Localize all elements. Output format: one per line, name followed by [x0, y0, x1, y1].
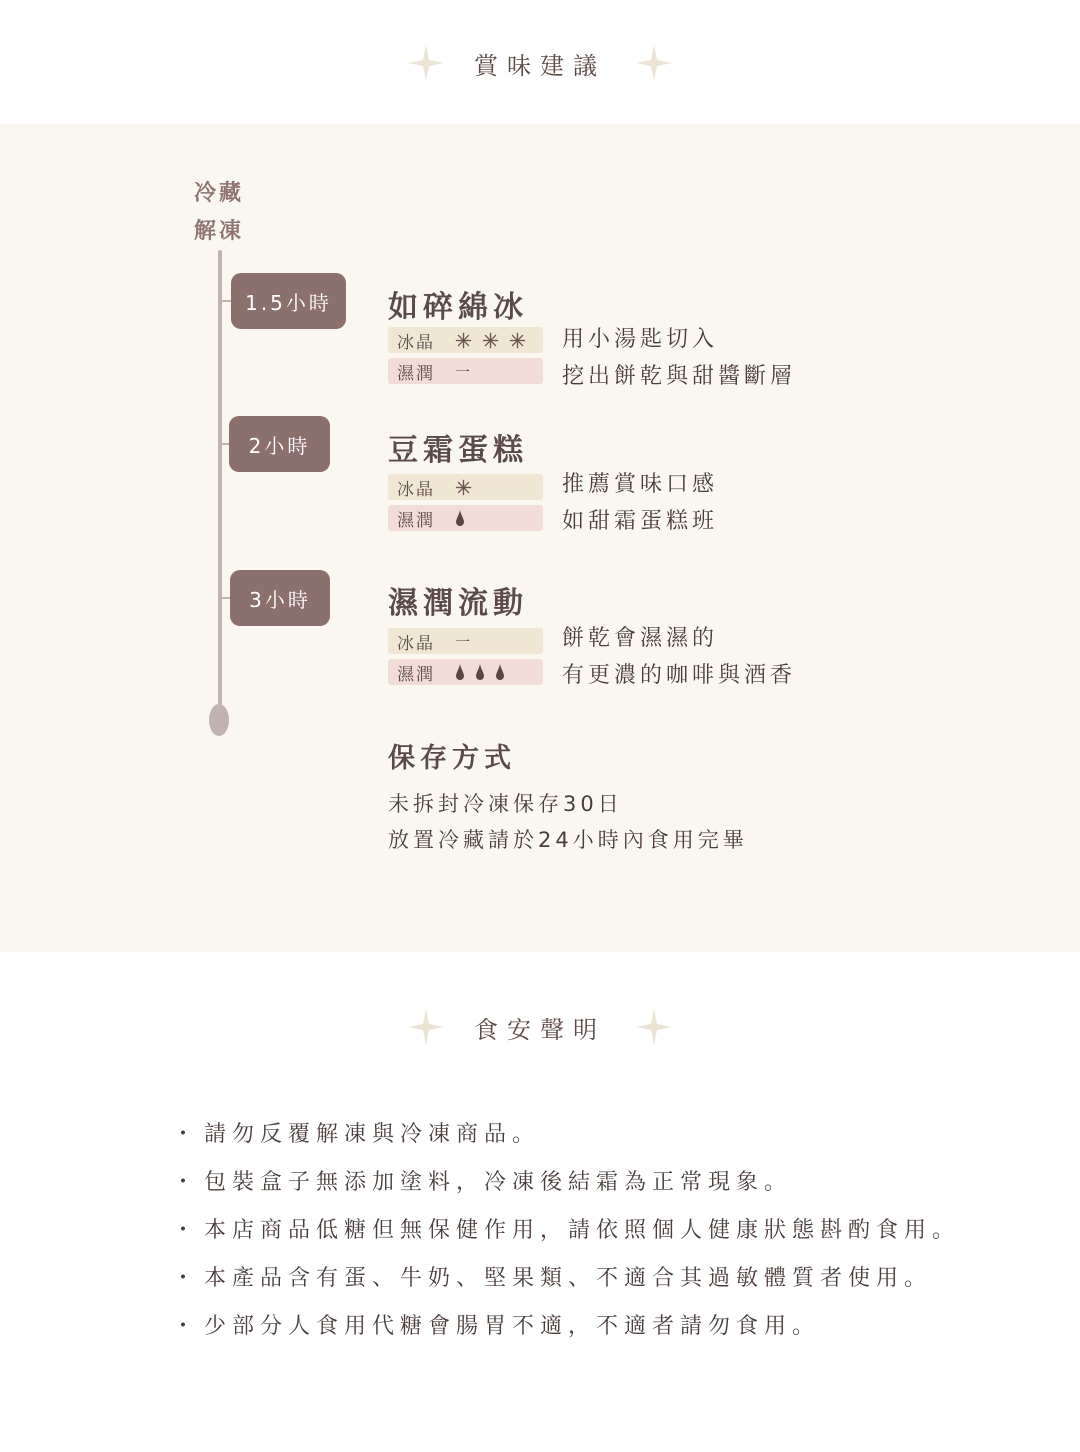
list-item [172, 1252, 960, 1300]
moist-level-2 [455, 509, 465, 527]
stage-desc-line: 有更濃的咖啡與酒香 [562, 663, 797, 688]
ice-label: 冰晶 [397, 633, 435, 654]
safety-heading: 食安聲明 [474, 1015, 606, 1044]
stage-desc-line: 推薦賞味口感 [562, 472, 719, 497]
stage-title-2: 豆霜蛋糕 [388, 433, 528, 468]
bullet: ・ [172, 1313, 201, 1339]
snowflake-icon [509, 332, 526, 349]
list-item [172, 1300, 960, 1348]
stage-desc-line: 餅乾會濕濕的 [562, 626, 719, 651]
moist-label: 濕潤 [397, 363, 435, 384]
droplet-icon [455, 663, 465, 681]
snowflake-icon [455, 332, 472, 349]
notice-text: 請勿反覆解凍與冷凍商品。 [204, 1121, 541, 1147]
notice-text: 本產品含有蛋、牛奶、堅果類、不適合其過敏體質者使用。 [204, 1265, 933, 1291]
moist-tag-2 [388, 505, 543, 531]
ice-tag-1 [388, 327, 543, 353]
bullet: ・ [172, 1121, 201, 1147]
droplet-icon [495, 663, 505, 681]
safety-heading-row [0, 1002, 1080, 1052]
moist-tag-1 [388, 358, 543, 384]
moist-level-1 [455, 361, 472, 382]
stage-desc-3 [562, 620, 796, 694]
storage-text [388, 786, 748, 858]
storage-line: 未拆封冷凍保存30日 [388, 792, 623, 816]
serving-heading-row [0, 38, 1080, 88]
serving-heading: 賞味建議 [474, 51, 606, 80]
none-mark: 一 [455, 362, 473, 381]
moist-tag-3 [388, 659, 543, 685]
moist-label: 濕潤 [397, 664, 435, 685]
bullet: ・ [172, 1217, 201, 1243]
droplet-icon [455, 509, 465, 527]
stage-title-1: 如碎綿冰 [388, 290, 528, 325]
four-point-star-icon [406, 43, 446, 83]
storage-title: 保存方式 [388, 743, 516, 774]
four-point-star-icon [406, 1007, 446, 1047]
list-item [172, 1204, 960, 1252]
four-point-star-icon [634, 1007, 674, 1047]
stage-desc-line: 用小湯匙切入 [562, 327, 719, 352]
ice-tag-3 [388, 628, 543, 654]
ice-level-2 [455, 479, 472, 496]
droplet-icon [475, 663, 485, 681]
side-label-thaw: 解凍 [194, 219, 245, 244]
storage-line: 放置冷藏請於24小時內食用完畢 [388, 828, 748, 852]
stage-desc-2 [562, 466, 718, 540]
stage-title-3: 濕潤流動 [388, 586, 528, 621]
ice-label: 冰晶 [397, 332, 435, 353]
snowflake-icon [482, 332, 499, 349]
safety-notice-list [172, 1108, 960, 1348]
moist-label: 濕潤 [397, 510, 435, 531]
notice-text: 本店商品低糖但無保健作用，請依照個人健康狀態斟酌食用。 [204, 1217, 961, 1243]
notice-text: 少部分人食用代糖會腸胃不適，不適者請勿食用。 [204, 1313, 821, 1339]
list-item [172, 1156, 960, 1204]
ice-label: 冰晶 [397, 479, 435, 500]
snowflake-icon [455, 479, 472, 496]
time-badge-2: 2小時 [229, 416, 330, 472]
four-point-star-icon [634, 43, 674, 83]
notice-text: 包裝盒子無添加塗料，冷凍後結霜為正常現象。 [204, 1169, 793, 1195]
time-badge-3: 3小時 [230, 570, 330, 626]
spoon-timeline-head [209, 704, 229, 736]
spoon-timeline-stem [218, 250, 222, 720]
time-badge-1: 1.5小時 [231, 273, 346, 329]
bullet: ・ [172, 1169, 201, 1195]
stage-desc-line: 挖出餅乾與甜醬斷層 [562, 364, 797, 389]
moist-level-3 [455, 663, 505, 681]
list-item [172, 1108, 960, 1156]
none-mark: 一 [455, 632, 473, 651]
stage-desc-line: 如甜霜蛋糕班 [562, 509, 719, 534]
ice-level-1 [455, 332, 526, 349]
side-label-refrigerate: 冷藏 [194, 181, 245, 206]
stage-desc-1 [562, 321, 796, 395]
bullet: ・ [172, 1265, 201, 1291]
ice-level-3 [455, 631, 472, 652]
ice-tag-2 [388, 474, 543, 500]
